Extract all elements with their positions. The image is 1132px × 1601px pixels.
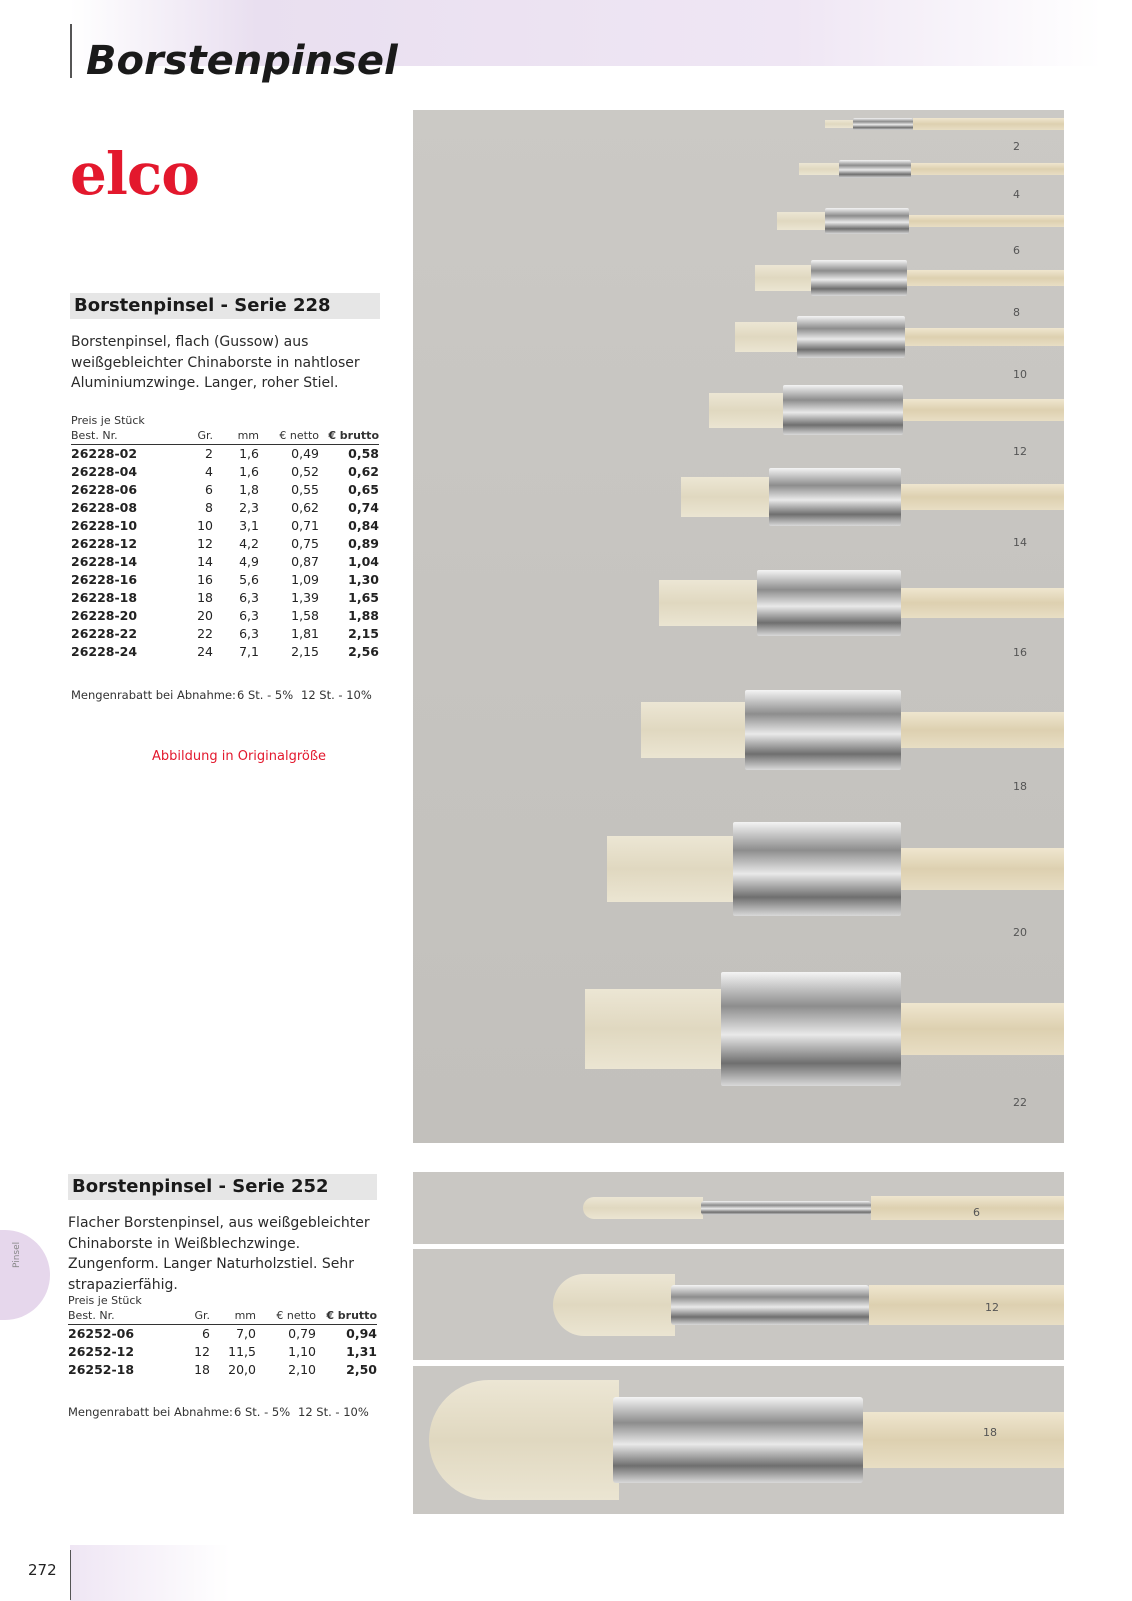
- brush-bristles: [755, 265, 815, 290]
- brush-ferrule: [769, 468, 901, 526]
- cell-mm: 20,0: [228, 1362, 256, 1377]
- brush-size-label: 16: [1013, 646, 1027, 659]
- cell-best-nr: 26228-24: [71, 644, 138, 659]
- cell-best-nr: 26228-22: [71, 626, 138, 641]
- cell-netto: 1,09: [291, 572, 319, 587]
- cell-gr: 14: [197, 554, 213, 569]
- cell-gr: 6: [205, 482, 213, 497]
- brush-handle: [913, 118, 1064, 130]
- cell-brutto: 2,50: [346, 1362, 377, 1377]
- cell-netto: 1,58: [291, 608, 319, 623]
- brush-bristles: [735, 322, 801, 351]
- series-252-photo-12: [413, 1249, 1064, 1360]
- brush-size-label: 6: [1013, 244, 1020, 257]
- cell-best-nr: 26228-18: [71, 590, 138, 605]
- brush-ferrule: [721, 972, 901, 1086]
- table-row: [71, 571, 379, 589]
- cell-gr: 24: [197, 644, 213, 659]
- brush-bristles: [799, 163, 843, 176]
- brush-handle: [869, 1285, 1064, 1325]
- cell-best-nr: 26228-04: [71, 464, 138, 479]
- brush-size-label: 18: [1013, 780, 1027, 793]
- cell-mm: 7,0: [236, 1326, 256, 1341]
- cell-netto: 2,10: [288, 1362, 316, 1377]
- brush-size-label: 12: [1013, 445, 1027, 458]
- cell-netto: 1,39: [291, 590, 319, 605]
- brush-ferrule: [745, 690, 901, 770]
- brush-ferrule: [783, 385, 903, 435]
- brush-ferrule: [613, 1397, 863, 1483]
- table-row: [71, 535, 379, 553]
- table-row: [71, 499, 379, 517]
- table-caption: Preis je Stück: [68, 1294, 142, 1307]
- footer-rule: [70, 1550, 71, 1600]
- cell-gr: 18: [194, 1362, 210, 1377]
- series-252-photo-6: [413, 1172, 1064, 1244]
- cell-netto: 0,71: [291, 518, 319, 533]
- brush-handle: [905, 328, 1064, 347]
- cell-mm: 2,3: [239, 500, 259, 515]
- cell-mm: 11,5: [228, 1344, 256, 1359]
- cell-best-nr: 26252-06: [68, 1326, 135, 1341]
- table-row: [71, 463, 379, 481]
- cell-mm: 7,1: [239, 644, 259, 659]
- cell-netto: 0,52: [291, 464, 319, 479]
- cell-brutto: 1,04: [348, 554, 379, 569]
- brush-ferrule: [671, 1285, 869, 1325]
- cell-brutto: 2,56: [348, 644, 379, 659]
- discount-label: Mengenrabatt bei Abnahme:: [68, 1405, 233, 1419]
- cell-netto: 0,79: [288, 1326, 316, 1341]
- cell-brutto: 0,94: [346, 1326, 377, 1341]
- table-row: [71, 607, 379, 625]
- brush-ferrule: [825, 208, 909, 234]
- page-number: 272: [28, 1561, 57, 1579]
- col-brutto: € brutto: [319, 428, 379, 445]
- brush-size-label: 20: [1013, 926, 1027, 939]
- cell-mm: 6,3: [239, 608, 259, 623]
- cell-mm: 5,6: [239, 572, 259, 587]
- cell-gr: 6: [202, 1326, 210, 1341]
- brush-bristles: [583, 1197, 703, 1219]
- brush-size-label: 4: [1013, 188, 1020, 201]
- cell-mm: 3,1: [239, 518, 259, 533]
- brush-bristles: [607, 836, 737, 902]
- brush-size-label: 14: [1013, 536, 1027, 549]
- brush-handle: [901, 484, 1064, 510]
- brush-handle: [901, 588, 1064, 618]
- cell-netto: 1,10: [288, 1344, 316, 1359]
- cell-mm: 4,9: [239, 554, 259, 569]
- brush-ferrule: [701, 1201, 871, 1215]
- brush-bristles: [659, 580, 761, 626]
- cell-mm: 1,6: [239, 446, 259, 461]
- table-caption: Preis je Stück: [71, 414, 145, 427]
- brush-bristles: [777, 212, 829, 230]
- series-228-heading: Borstenpinsel - Serie 228: [70, 293, 380, 319]
- cell-brutto: 1,88: [348, 608, 379, 623]
- cell-gr: 12: [197, 536, 213, 551]
- cell-best-nr: 26252-18: [68, 1362, 135, 1377]
- cell-brutto: 0,89: [348, 536, 379, 551]
- cell-netto: 0,49: [291, 446, 319, 461]
- series-252-discount: [68, 1405, 369, 1419]
- brush-handle: [863, 1412, 1064, 1468]
- side-tab: [0, 1230, 50, 1320]
- cell-mm: 1,8: [239, 482, 259, 497]
- series-228-price-table: [71, 414, 379, 661]
- cell-netto: 0,62: [291, 500, 319, 515]
- cell-mm: 4,2: [239, 536, 259, 551]
- table-row: [71, 517, 379, 535]
- table-row: [71, 589, 379, 607]
- table-row: [68, 1361, 377, 1379]
- cell-netto: 0,87: [291, 554, 319, 569]
- discount-6: 6 St. - 5%: [237, 688, 294, 702]
- cell-gr: 8: [205, 500, 213, 515]
- brush-ferrule: [853, 118, 913, 130]
- page-title: Borstenpinsel: [86, 38, 398, 84]
- cell-brutto: 1,31: [346, 1344, 377, 1359]
- col-netto: € netto: [259, 428, 319, 445]
- cell-netto: 0,75: [291, 536, 319, 551]
- brush-handle: [901, 712, 1064, 748]
- brush-handle: [901, 1003, 1064, 1054]
- cell-gr: 12: [194, 1344, 210, 1359]
- brush-size-label: 10: [1013, 368, 1027, 381]
- cell-netto: 2,15: [291, 644, 319, 659]
- cell-brutto: 0,58: [348, 446, 379, 461]
- brush-size-label: 18: [983, 1426, 997, 1439]
- cell-mm: 6,3: [239, 590, 259, 605]
- brush-size-label: 12: [985, 1301, 999, 1314]
- cell-best-nr: 26228-08: [71, 500, 138, 515]
- cell-gr: 22: [197, 626, 213, 641]
- table-row: [68, 1325, 377, 1344]
- col-gr: Gr.: [164, 1308, 210, 1325]
- cell-netto: 1,81: [291, 626, 319, 641]
- cell-brutto: 0,65: [348, 482, 379, 497]
- col-netto: € netto: [256, 1308, 316, 1325]
- brush-bristles: [553, 1274, 675, 1336]
- col-gr: Gr.: [167, 428, 213, 445]
- series-252-description: Flacher Borstenpinsel, aus weißgebleichter Chinaborste in Weißblechzwinge. Zungenform. Langer Naturholzstiel. Sehr strapazierfähig.: [68, 1215, 370, 1293]
- cell-gr: 10: [197, 518, 213, 533]
- brush-ferrule: [811, 260, 907, 296]
- series-252-photo-18: [413, 1366, 1064, 1514]
- cell-best-nr: 26228-06: [71, 482, 138, 497]
- series-228-discount: [71, 688, 372, 702]
- series-228-description: Borstenpinsel, flach (Gussow) aus weißgebleichter Chinaborste in nahtloser Aluminiumzwinge. Langer, roher Stiel.: [71, 334, 360, 391]
- cell-gr: 18: [197, 590, 213, 605]
- table-row: [71, 643, 379, 661]
- brush-bristles: [641, 702, 749, 758]
- cell-best-nr: 26228-20: [71, 608, 138, 623]
- cell-best-nr: 26228-02: [71, 446, 138, 461]
- brush-size-label: 22: [1013, 1096, 1027, 1109]
- brush-size-label: 2: [1013, 140, 1020, 153]
- brush-bristles: [585, 989, 725, 1069]
- table-row: [71, 553, 379, 571]
- brush-handle: [901, 848, 1064, 890]
- brush-handle: [871, 1196, 1064, 1220]
- col-mm: mm: [210, 1308, 256, 1325]
- cell-best-nr: 26228-16: [71, 572, 138, 587]
- col-best-nr: Best. Nr.: [68, 1308, 164, 1325]
- brush-ferrule: [839, 160, 911, 178]
- table-row: [71, 445, 379, 464]
- title-rule: [70, 24, 72, 78]
- series-228-photo: [413, 110, 1064, 1143]
- brush-bristles: [429, 1380, 619, 1500]
- series-252-heading: Borstenpinsel - Serie 252: [68, 1174, 377, 1200]
- original-size-note: Abbildung in Originalgröße: [152, 749, 327, 764]
- cell-netto: 0,55: [291, 482, 319, 497]
- cell-best-nr: 26252-12: [68, 1344, 135, 1359]
- cell-best-nr: 26228-10: [71, 518, 138, 533]
- brush-handle: [911, 163, 1064, 175]
- discount-12: 12 St. - 10%: [298, 1405, 369, 1419]
- cell-brutto: 0,62: [348, 464, 379, 479]
- brush-size-label: 6: [973, 1206, 980, 1219]
- cell-gr: 16: [197, 572, 213, 587]
- cell-brutto: 0,74: [348, 500, 379, 515]
- table-row: [71, 481, 379, 499]
- cell-brutto: 2,15: [348, 626, 379, 641]
- discount-label: Mengenrabatt bei Abnahme:: [71, 688, 236, 702]
- discount-12: 12 St. - 10%: [301, 688, 372, 702]
- cell-brutto: 1,65: [348, 590, 379, 605]
- table-row: [68, 1343, 377, 1361]
- cell-mm: 6,3: [239, 626, 259, 641]
- cell-best-nr: 26228-14: [71, 554, 138, 569]
- cell-gr: 2: [205, 446, 213, 461]
- brush-bristles: [681, 477, 773, 518]
- cell-brutto: 0,84: [348, 518, 379, 533]
- brush-handle: [909, 215, 1064, 227]
- series-252-price-table: [68, 1294, 377, 1379]
- table-row: [71, 625, 379, 643]
- brush-size-label: 8: [1013, 306, 1020, 319]
- col-mm: mm: [213, 428, 259, 445]
- side-tab-label: Pinsel: [12, 1241, 22, 1268]
- col-best-nr: Best. Nr.: [71, 428, 167, 445]
- brush-ferrule: [757, 570, 901, 636]
- discount-6: 6 St. - 5%: [234, 1405, 291, 1419]
- col-brutto: € brutto: [316, 1308, 377, 1325]
- brush-ferrule: [797, 316, 905, 358]
- brush-handle: [907, 270, 1064, 286]
- brush-ferrule: [733, 822, 901, 916]
- cell-best-nr: 26228-12: [71, 536, 138, 551]
- cell-brutto: 1,30: [348, 572, 379, 587]
- brush-handle: [903, 399, 1064, 422]
- footer-band: [70, 1545, 230, 1601]
- cell-gr: 4: [205, 464, 213, 479]
- elco-logo: elco: [70, 140, 199, 208]
- brush-bristles: [709, 393, 787, 428]
- cell-gr: 20: [197, 608, 213, 623]
- cell-mm: 1,6: [239, 464, 259, 479]
